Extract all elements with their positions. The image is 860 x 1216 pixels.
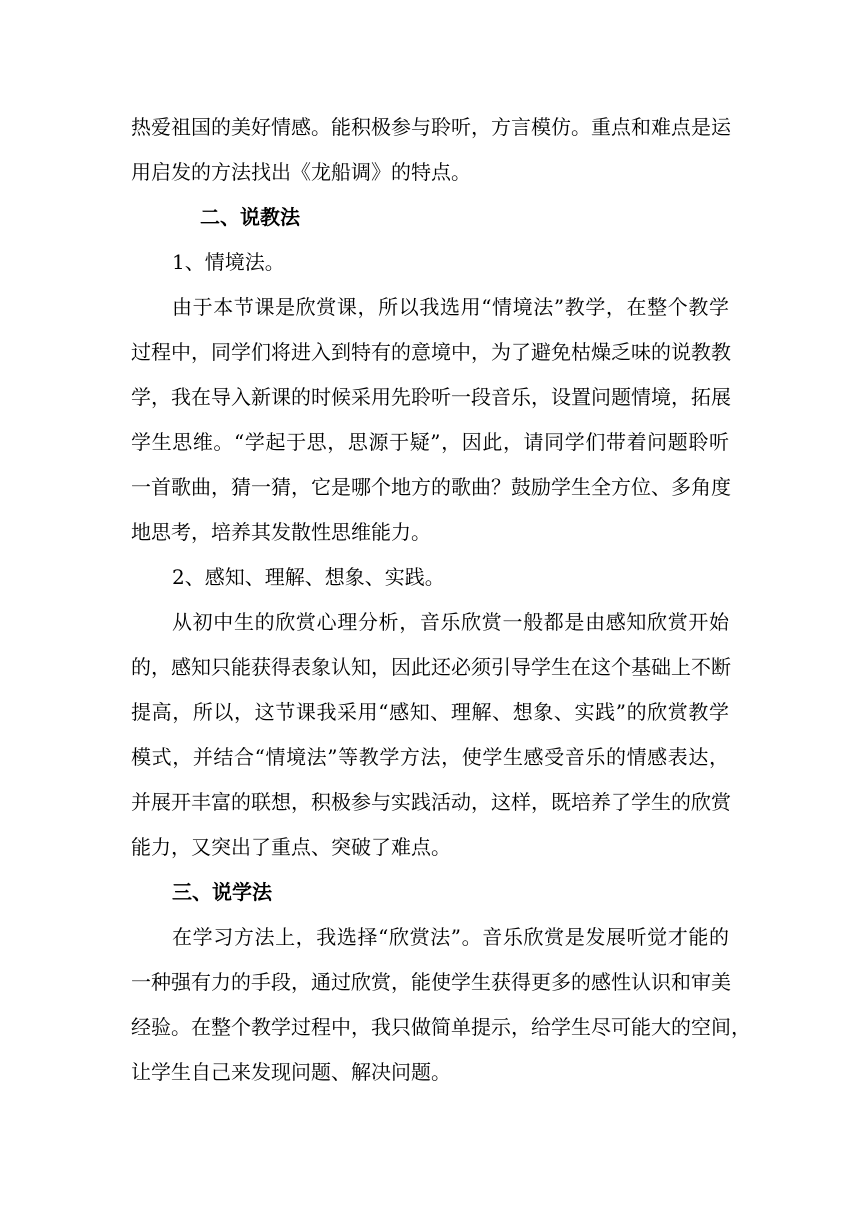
body-text-line: 从初中生的欣赏心理分析，音乐欣赏一般都是由感知欣赏开始 (172, 610, 729, 634)
body-text-line: 经验。在整个教学过程中，我只做简单提示，给学生尽可能大的空间， (131, 1015, 751, 1039)
body-text-line: 学，我在导入新课的时候采用先聆听一段音乐，设置问题情境，拓展 (131, 385, 731, 409)
body-text-line: 地思考，培养其发散性思维能力。 (131, 520, 431, 544)
body-text-line: 学生思维。“学起于思，思源于疑”，因此，请同学们带着问题聆听 (131, 430, 729, 454)
body-text-line: 并展开丰富的联想，积极参与实践活动，这样，既培养了学生的欣赏 (131, 790, 731, 814)
section-heading-learning-method: 三、说学法 (172, 880, 272, 904)
body-text-line: 能力，又突出了重点、突破了难点。 (131, 835, 451, 859)
body-text-line: 用启发的方法找出《龙船调》的特点。 (131, 160, 471, 184)
subheading-situational-method: 1、情境法。 (172, 250, 285, 274)
section-heading-teaching-method: 二、说教法 (200, 205, 300, 229)
body-text-line: 在学习方法上，我选择“欣赏法”。音乐欣赏是发展听觉才能的 (172, 925, 729, 949)
body-text-line: 一首歌曲，猜一猜，它是哪个地方的歌曲？鼓励学生全方位、多角度 (131, 475, 731, 499)
body-text-line: 让学生自己来发现问题、解决问题。 (131, 1060, 451, 1084)
body-text-line: 模式，并结合“情境法”等教学方法，使学生感受音乐的情感表达， (131, 745, 729, 769)
body-text-line: 由于本节课是欣赏课，所以我选用“情境法”教学，在整个教学 (172, 295, 729, 319)
body-text-line: 的，感知只能获得表象认知，因此还必须引导学生在这个基础上不断 (131, 655, 731, 679)
body-text-line: 提高，所以，这节课我采用“感知、理解、想象、实践”的欣赏教学 (131, 700, 729, 724)
body-text-line: 一种强有力的手段，通过欣赏，能使学生获得更多的感性认识和审美 (131, 970, 731, 994)
subheading-perception-practice: 2、感知、理解、想象、实践。 (172, 565, 445, 589)
body-text-line: 热爱祖国的美好情感。能积极参与聆听，方言模仿。重点和难点是运 (131, 115, 731, 139)
body-text-line: 过程中，同学们将进入到特有的意境中，为了避免枯燥乏味的说教教 (131, 340, 731, 364)
